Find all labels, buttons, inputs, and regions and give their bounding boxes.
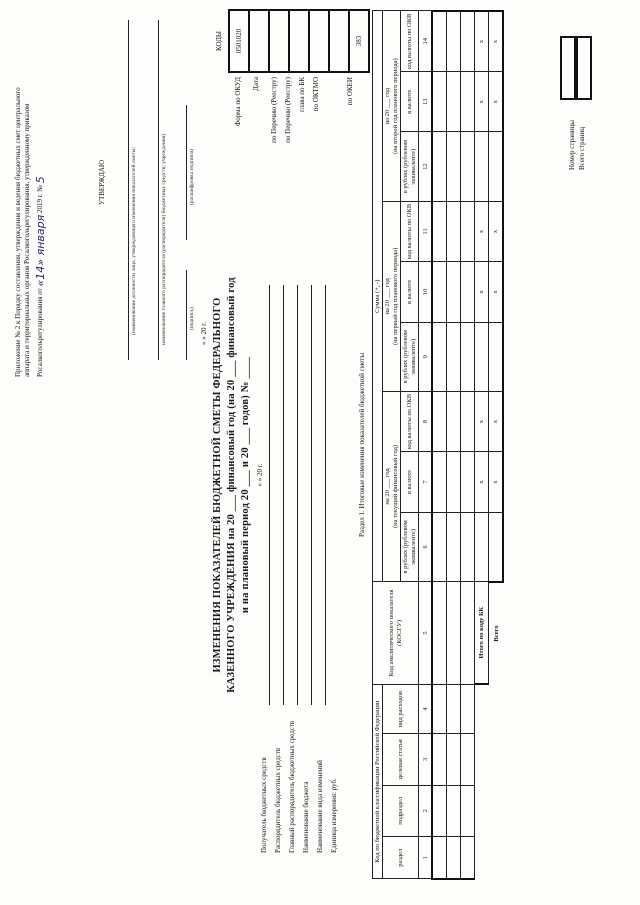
table-cell [461, 837, 475, 880]
table-cell [461, 684, 475, 733]
fieldcode-6: по ОКЕИ [346, 77, 354, 106]
header-razdel: раздел [383, 837, 419, 880]
x-cell: x [475, 262, 489, 322]
title-line-1: ИЗМЕНЕНИЯ ПОКАЗАТЕЛЕЙ БЮДЖЕТНОЙ СМЕТЫ ФЕДЕРАЛЬНОГО [212, 297, 223, 673]
spacer [475, 684, 489, 879]
approve-label: УТВЕРЖДАЮ [98, 159, 106, 205]
col-num: 14 [419, 11, 433, 72]
appendix-year: 2019 г. № [36, 185, 44, 214]
table-cell [461, 734, 475, 785]
table-cell [461, 201, 475, 261]
pages-total-box [574, 36, 592, 100]
table-cell [489, 322, 504, 391]
col-num: 9 [419, 322, 433, 391]
field-change-type-line [325, 285, 326, 705]
col-num: 3 [419, 734, 433, 785]
code-okei: 383 [349, 10, 369, 72]
x-cell: x [475, 391, 489, 451]
caption-signature: (подпись) [189, 307, 195, 330]
col-num: 12 [419, 132, 433, 201]
title-line-2: КАЗЕННОГО УЧРЕЖДЕНИЯ на 20 ___ финансовый год (на 20 ___ финансовый год [226, 277, 237, 693]
field-change-type: Наименование вида изменений [316, 760, 324, 853]
header-kosgu: Код аналитического показателя (КОСГУ) [373, 582, 419, 685]
col-num: 10 [419, 262, 433, 322]
col-num: 8 [419, 391, 433, 451]
field-main-distributor-line [297, 285, 298, 705]
total-all-label: Всего [492, 625, 500, 642]
field-recipient: Получатель бюджетных средств [260, 757, 268, 853]
field-distributor-line [283, 285, 284, 705]
table-cell [461, 452, 475, 512]
x-cell: x [475, 201, 489, 261]
table-cell [432, 262, 447, 322]
x-cell: x [489, 11, 504, 72]
approve-date: « » 20 г. [200, 321, 208, 345]
decode-line [186, 105, 187, 240]
header-rub-3: в рублях (рублевом эквиваленте) [401, 132, 419, 201]
col-num: 6 [419, 512, 433, 581]
table-row [447, 11, 461, 879]
appendix-line-3 [32, 176, 45, 377]
title-line-3: и на плановый период 20 ___ и 20 ___ годов) № ____ [240, 356, 251, 614]
signature-line [186, 270, 187, 360]
table-cell [432, 512, 447, 581]
table-cell [432, 837, 447, 880]
table-cell [461, 72, 475, 132]
total-all-row [489, 11, 504, 879]
table-cell [475, 512, 489, 581]
field-budget: Наименование бюджета [302, 781, 310, 853]
appendix-line-2: аппарата и территориальных органов Росалкогольрегулирования, утвержденному приказом [23, 103, 31, 377]
col-num: 11 [419, 201, 433, 261]
x-cell: x [489, 262, 504, 322]
table-cell [461, 391, 475, 451]
x-cell: x [489, 201, 504, 261]
codes-table [228, 9, 370, 73]
page-number-label: Номер страницы [568, 119, 576, 170]
title-date: « » 20 г. [256, 463, 264, 487]
table-cell [447, 322, 461, 391]
year-2-sub: (на первый год планового периода) [391, 247, 399, 345]
header-vid: вид расходов [383, 684, 419, 733]
column-numbers-row [419, 11, 433, 879]
code-oktmo [329, 10, 349, 72]
field-distributor: Распорядитель бюджетных средств [274, 747, 282, 853]
table-cell [447, 734, 461, 785]
fieldcode-3: глава по БК [298, 77, 306, 112]
total-kbk-row [475, 11, 489, 879]
header-target: целевая статья [383, 734, 419, 785]
col-num: 5 [419, 582, 433, 685]
table-cell [447, 391, 461, 451]
header-okv-2: код валюты по ОКВ [401, 201, 419, 261]
year-2-label: на 20 ___ год [384, 278, 392, 315]
table-cell [447, 582, 461, 685]
table-cell [461, 785, 475, 836]
header-rub-2: в рублях (рублевом эквиваленте) [401, 322, 419, 391]
fieldcode-2: по Перечню (Реестру) [284, 77, 292, 143]
table-cell [432, 72, 447, 132]
table-cell [432, 734, 447, 785]
table-cell [475, 132, 489, 201]
header-year-3 [383, 11, 401, 201]
table-cell [447, 132, 461, 201]
table-cell [475, 322, 489, 391]
x-cell: x [475, 72, 489, 132]
table-cell [432, 391, 447, 451]
appendix-line-1: Приложение № 2 к Порядку составления, утверждения и ведения бюджетных смет центрального [14, 87, 22, 377]
table-cell [432, 322, 447, 391]
code-distributor [289, 10, 309, 72]
fieldcode-4: по ОКТМО [312, 77, 320, 112]
table-cell [432, 684, 447, 733]
header-currency-3: в валюте [401, 72, 419, 132]
table-cell [447, 684, 461, 733]
header-code-group: Код по бюджетной классификации Российской Федерации [373, 684, 383, 879]
pages-total-label: Всего страниц [578, 126, 586, 170]
table-row [432, 11, 447, 879]
table-cell [447, 837, 461, 880]
code-glava [309, 10, 329, 72]
year-3-label: на 20 ___ год [384, 87, 392, 125]
table-cell [432, 201, 447, 261]
table-cell [432, 582, 447, 685]
x-cell: x [475, 452, 489, 512]
codes-header: КОДЫ [215, 30, 223, 52]
table-cell [447, 72, 461, 132]
table-cell [432, 452, 447, 512]
table-cell [447, 452, 461, 512]
col-num: 13 [419, 72, 433, 132]
x-cell: x [489, 452, 504, 512]
fieldcode-1: по Перечню (Реестру) [270, 77, 278, 143]
year-3-sub: (на второй год планового периода) [391, 58, 399, 154]
table-cell [461, 132, 475, 201]
caption-manager: наименование главного распорядителя (распорядителя) бюджетных средств; учреждения) [161, 133, 167, 345]
official-line [128, 20, 129, 360]
x-cell: x [489, 391, 504, 451]
table-cell [461, 512, 475, 581]
total-kbk-label: Итого по коду БК [475, 582, 489, 685]
handwritten-date: «14» января [34, 214, 47, 287]
header-okv-1: код валюты по ОКВ [401, 391, 419, 451]
table-cell [447, 512, 461, 581]
table-cell [447, 262, 461, 322]
header-year-2 [383, 201, 401, 391]
table-row [461, 11, 475, 879]
table-cell [489, 512, 504, 581]
header-podrazdel: подраздел [383, 785, 419, 836]
header-currency-2: в валюте [401, 262, 419, 322]
year-1-sub: (на текущий финансовый год) [391, 444, 399, 528]
date-label: Дата [252, 77, 260, 91]
field-main-distributor: Главный распорядитель бюджетных средств [288, 720, 296, 853]
header-rub-1: в рублях (рублевом эквиваленте) [401, 512, 419, 581]
header-currency-1: в валюте [401, 452, 419, 512]
okud-label: Форма по ОКУД [234, 77, 242, 127]
caption-official: (наименование должности лица, утверждающего изменения показателей сметы; [131, 147, 137, 335]
appendix-prefix: Росалкогольрегулирования от [36, 288, 44, 377]
caption-decode: (расшифровка подписи) [189, 148, 195, 205]
code-date [249, 10, 269, 72]
code-okud: 0501020 [229, 10, 249, 72]
x-cell: x [475, 11, 489, 72]
table-cell [461, 582, 475, 685]
year-1-label: на 20 ___ год [384, 468, 392, 505]
header-sum: Сумма (+, -) [373, 11, 383, 582]
col-num: 4 [419, 684, 433, 733]
x-cell: x [489, 72, 504, 132]
table-cell [447, 201, 461, 261]
field-budget-line [311, 285, 312, 705]
field-recipient-line [269, 285, 270, 705]
section-title: Раздел 1. Итоговые изменения показателей бюджетной сметы [358, 352, 366, 538]
table-cell [432, 132, 447, 201]
table-cell [461, 262, 475, 322]
col-num: 7 [419, 452, 433, 512]
spacer [489, 684, 504, 879]
field-unit: Единица измерения: руб. [330, 778, 338, 853]
manager-line [158, 20, 159, 360]
col-num: 1 [419, 837, 433, 880]
col-num: 2 [419, 785, 433, 836]
table-cell [432, 785, 447, 836]
table-cell [489, 132, 504, 201]
table-cell [447, 11, 461, 72]
header-okv-3: код валюты по ОКВ [401, 11, 419, 72]
code-recipient [269, 10, 289, 72]
table-cell [461, 322, 475, 391]
budget-table [372, 10, 504, 880]
table-cell [432, 11, 447, 72]
table-cell [461, 11, 475, 72]
table-cell [447, 785, 461, 836]
header-year-1 [383, 391, 401, 581]
handwritten-number: 5 [34, 176, 47, 184]
